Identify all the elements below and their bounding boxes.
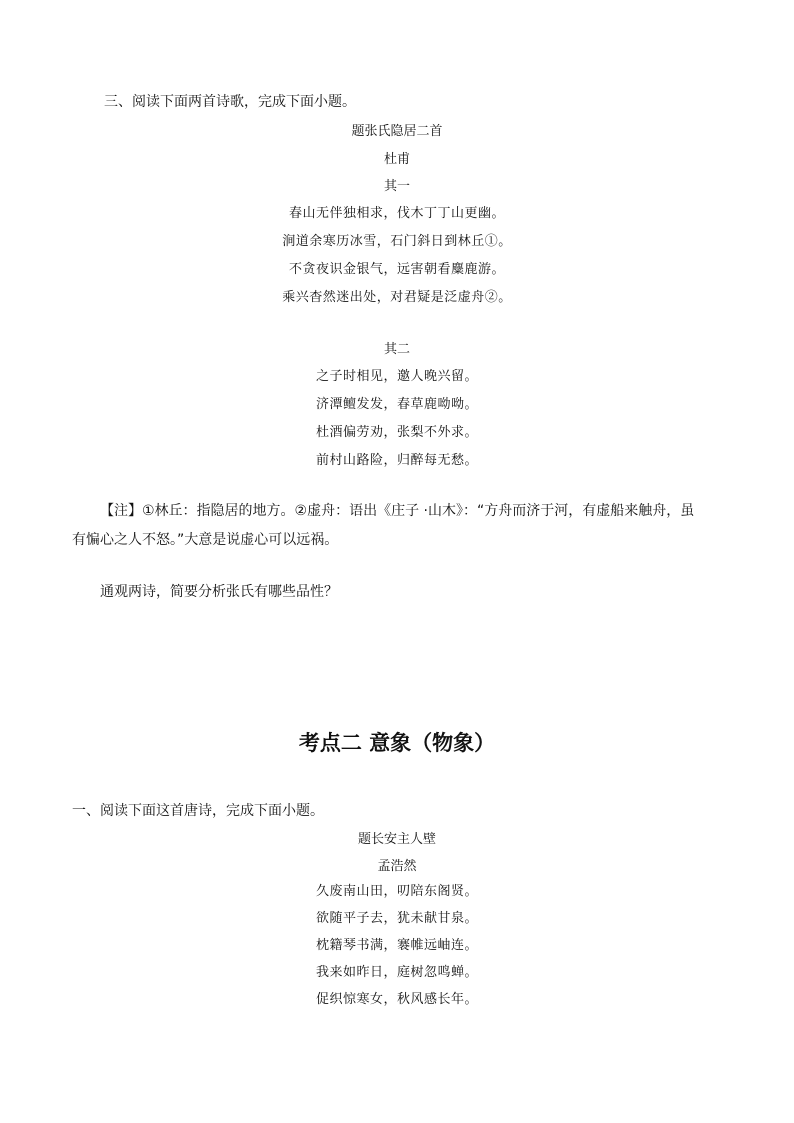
poem-author: 杜甫 <box>383 152 410 167</box>
poem-line: 前村山路险，归醉每无愁。 <box>315 453 478 468</box>
poem-stanza <box>0 880 794 1015</box>
poem-line: 之子时相见，邀人晚兴留。 <box>315 369 478 384</box>
poem-line: 春山无伴独相求，伐木丁丁山更幽。 <box>288 206 505 221</box>
annotation-note: 有惼心之人不怒。”大意是说虚心可以远祸。 <box>72 532 339 548</box>
poem-line: 济潭鳣发发，春草鹿呦呦。 <box>315 397 478 412</box>
poem-part-heading: 其一 <box>383 179 410 194</box>
poem-part-heading: 其二 <box>383 342 410 357</box>
poem-line: 涧道余寒历冰雪，石门斜日到林丘①。 <box>282 234 512 249</box>
question-intro-3: 三、阅读下面两首诗歌，完成下面小题。 <box>104 94 356 110</box>
question-intro-1: 一、阅读下面这首唐诗，完成下面小题。 <box>72 803 324 819</box>
poem-author: 孟浩然 <box>377 859 417 874</box>
analysis-question: 通观两诗，简要分析张氏有哪些品性？ <box>100 584 338 600</box>
poem-line: 不贪夜识金银气，远害朝看麋鹿游。 <box>288 262 505 277</box>
poem-line: 杜酒偏劳劝，张梨不外求。 <box>315 425 478 440</box>
poem-line: 枕籍琴书满，褰帷远岫连。 <box>315 938 478 953</box>
poem-stanza <box>0 202 794 314</box>
section-heading: 考点二 意象（物象） <box>298 731 496 755</box>
poem-stanza <box>0 365 794 477</box>
poem-title: 题长安主人壁 <box>357 832 436 847</box>
poem-line: 欲随平子去，犹未献甘泉。 <box>315 911 478 926</box>
poem-line: 我来如昨日，庭树忽鸣蝉。 <box>315 965 478 980</box>
poem-title: 题张氏隐居二首 <box>351 124 443 139</box>
poem-line: 久废南山田，叨陪东阁贤。 <box>315 884 478 899</box>
poem-line: 乘兴杳然迷出处，对君疑是泛虚舟②。 <box>282 290 512 305</box>
annotation-note: 【注】①林丘：指隐居的地方。②虚舟：语出《庄子 ·山木》：“方舟而济于河，有虚船来触舟，虽 <box>100 503 695 519</box>
poem-line: 促织惊寒女，秋风感长年。 <box>315 992 478 1007</box>
